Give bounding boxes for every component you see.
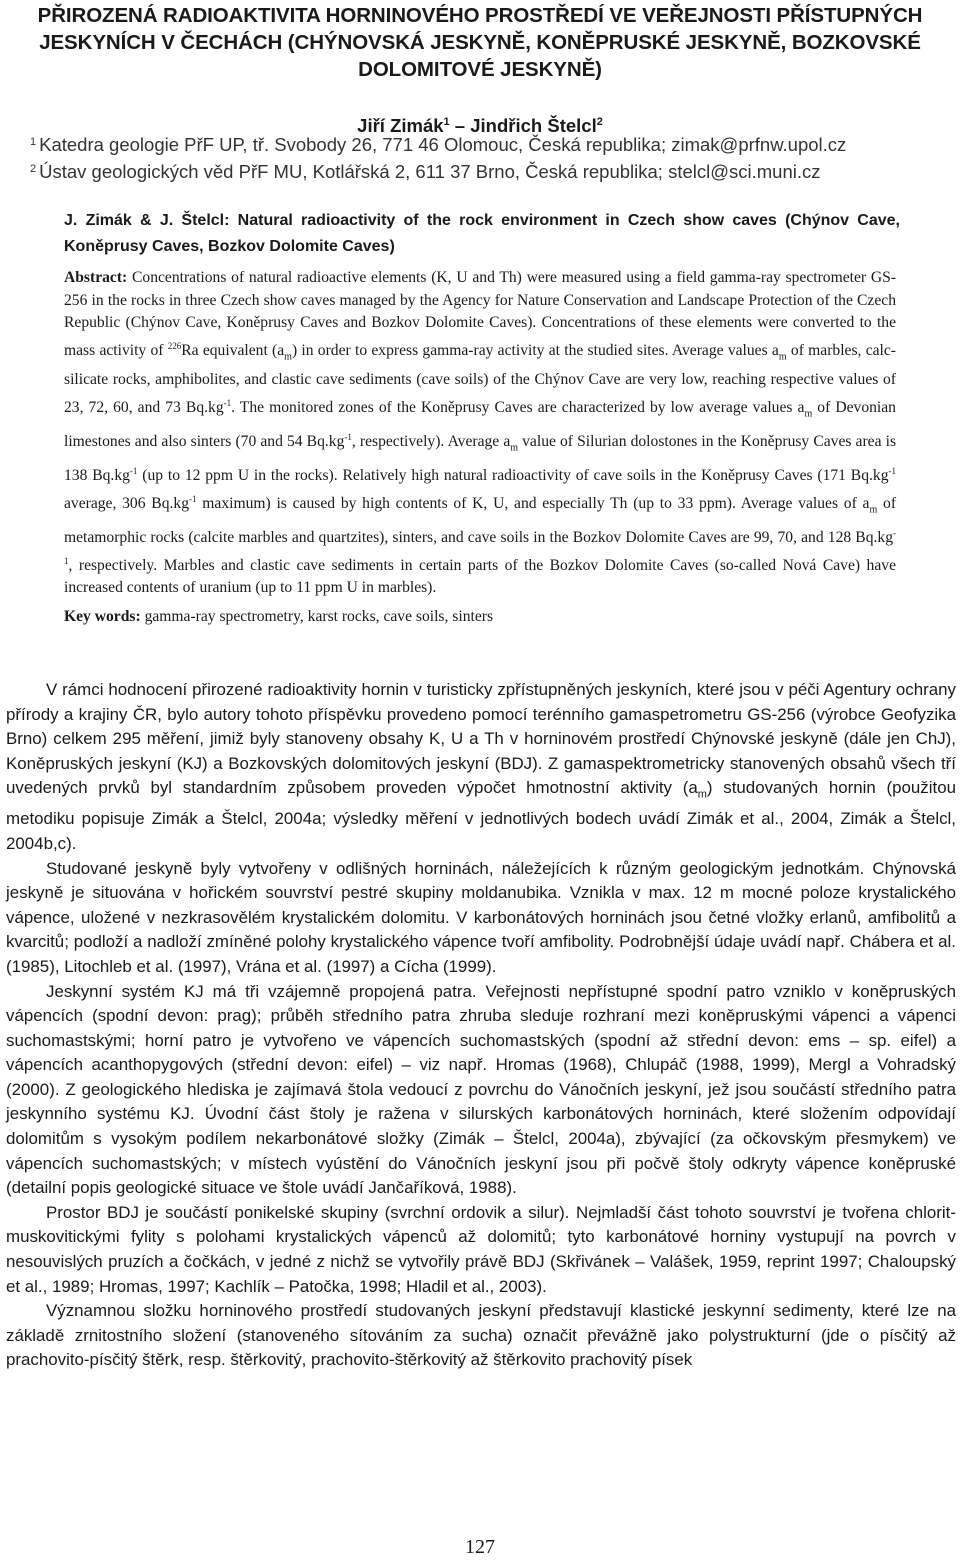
affiliation-text: Katedra geologie PřF UP, tř. Svobody 26, 771 46 Olomouc, Česká republika; zimak@prfnw.upol.cz <box>39 134 847 155</box>
superscript: -1 <box>223 397 232 408</box>
author-superscript: 1 <box>443 116 450 128</box>
affiliation-number: 2 <box>30 163 37 175</box>
keywords-label: Key words: <box>64 608 141 625</box>
author-separator: – <box>449 115 471 137</box>
abstract-text: ) in order to express gamma-ray activity at the studied sites. Average values a <box>291 342 779 360</box>
abstract-text: , respectively. Marbles and clastic cave sediments in certain parts of the Bozkov Dolomite Caves (so-called Nová Cave) have increased contents of uranium (up to 11 ppm U in marbles). <box>64 556 896 597</box>
abstract-text: maximum) is caused by high contents of K, U, and especially Th (up to 33 ppm). Average values of a <box>196 494 870 512</box>
english-title: J. Zimák & J. Štelcl: Natural radioactivity of the rock environment in Czech show caves (Chýnov Cave, Koněprusy Caves, Bozkov Dolomite Caves) <box>64 212 900 255</box>
page-title: PŘIROZENÁ RADIOAKTIVITA HORNINOVÉHO PROSTŘEDÍ VE VEŘEJNOSTI PŘÍSTUPNÝCH JESKYNÍCH V ČECHÁCH (CHÝNOVSKÁ JESKYNĚ, KONĚPRUSKÉ JESKYNĚ, BOZKOVSKÉ DOLOMITOVÉ JESKYNĚ) <box>37 4 923 81</box>
paragraph-text: ) studovaných hornin (použitou metodiku popisuje Zimák a Štelcl, 2004a; výsledky měření v jednotlivých bodech uvádí Zimák et al., 2004, Zimák a Štelcl, 2004b,c). <box>6 778 956 853</box>
subscript: m <box>869 504 878 515</box>
affiliation <box>30 133 942 160</box>
paragraph: Jeskynní systém KJ má tři vzájemně propojená patra. Veřejnosti nepřístupné spodní patro vzniklo v koněpruských vápencích (spodní devon: prag); průběh středního patra zhruba sleduje rozhraní mezi koněpruskými vápenci a vápenci suchomastskými; horní patro je vytvořeno ve vápencích suchomastských (spodní až střední devon: ems – sp. eifel) a vápencích acanthopygových (střední devon: eifel) – viz např. Hromas (1968), Chlupáč (1988, 1999), Mergl a Vohradský (2000). Z geologického hlediska je zajímavá štola vedoucí z povrchu do Vánočních jeskyní, jež jsou součástí středního patra jeskynního systému KJ. Úvodní část štoly je ražena v silurských karbonátových horninách, které složením odpovídají dolomitům s vysokým podílem nekarbonátové složky (Zimák – Štelcl, 2004a), zbývající (za očkovským přesmykem) ve vápencích suchomastských; v místech vyústění do Vánočních jeskyní jsou při počvě štoly odkryty vápence koněpruské (detailní popis geologické situace ve štole uvádí Jančaříková, 1988). <box>6 981 956 1198</box>
abstract-text: average, 306 Bq.kg <box>64 494 189 512</box>
body-text <box>6 678 956 1373</box>
keywords-text: gamma-ray spectrometry, karst rocks, cave soils, sinters <box>140 608 494 625</box>
author-superscript: 2 <box>596 116 603 128</box>
superscript: -1 <box>344 431 352 442</box>
abstract-text: (up to 12 ppm U in the rocks). Relatively high natural radioactivity of cave soils in the Koněprusy Caves (171 Bq.kg <box>137 467 889 484</box>
subscript: m <box>697 788 707 801</box>
paragraph-text: V rámci hodnocení přirozené radioaktivity hornin v turisticky zpřístupněných jeskyních, které jsou v péči Agentury ochrany přírody a krajiny ČR, bylo autory tohoto příspěvku provedeno pomocí terénního gamaspetrometru GS-256 (výrobce Geofyzika Brno) celkem 295 měření, jimiž byly stanoveny obsahy K, U a Th v horninovém prostředí Chýnovské jeskyně (dále jen ChJ), Koněpruských jeskyní (KJ) a Bozkovských dolomitových jeskyní (BDJ). Z gamaspektrometricky stanovených obsahů všech tří uvedených prvků byl standardním způsobem proveden výpočet hmotnostní aktivity (a <box>6 680 956 798</box>
affiliation <box>30 160 942 187</box>
paragraph <box>6 678 956 857</box>
abstract-text: of marbles, calc-silicate rocks, amphibolites, and clastic cave sediments (cave soils) of the Chýnov Cave are very low, reaching respective values of 23, 72, 60, and 73 Bq.kg <box>64 342 896 416</box>
abstract-text: value of Silurian dolostones in the Koněprusy Caves area is 138 Bq.kg <box>64 433 897 484</box>
subscript: m <box>778 351 787 363</box>
abstract <box>64 267 896 600</box>
affiliation-text: Ústav geologických věd PřF MU, Kotlářská 2, 611 37 Brno, Česká republika; stelcl@sci.muni.cz <box>39 161 821 182</box>
superscript: -1 <box>64 527 896 566</box>
subscript: m <box>284 351 292 363</box>
abstract-text: of Devonian limestones and also sinters (70 and 54 Bq.kg <box>64 399 896 450</box>
superscript: 226 <box>167 341 182 352</box>
keywords <box>64 606 896 628</box>
superscript: -1 <box>129 465 138 476</box>
abstract-text: Ra equivalent (a <box>181 342 285 360</box>
subscript: m <box>804 408 813 420</box>
author-name: Jiří Zimák <box>357 115 444 137</box>
abstract-text: Concentrations of natural radioactive elements (K, U and Th) were measured using a field gamma-ray spectrometer GS-256 in the rocks in three Czech show caves managed by the Agency for Nature Conservation and Landscape Protection of the Czech Republic (Chýnov Cave, Koněprusy Caves and Bozkov Dolomite Caves). Concentrations of these elements were converted to the mass activity of <box>64 269 896 360</box>
abstract-text: , respectively). Average a <box>351 433 511 450</box>
abstract-label: Abstract: <box>64 269 128 286</box>
abstract-text: . The monitored zones of the Koněprusy Caves are characterized by low average values a <box>231 399 805 416</box>
subscript: m <box>510 442 519 454</box>
page-number: 127 <box>465 1536 495 1558</box>
superscript: -1 <box>888 465 896 476</box>
author-name: Jindřich Štelcl <box>470 115 597 137</box>
abstract-text: of metamorphic rocks (calcite marbles and quartzites), sinters, and cave soils in the Bozkov Dolomite Caves are 99, 70, and 128 Bq.kg <box>64 494 897 546</box>
paragraph: Významnou složku horninového prostředí studovaných jeskyní představují klastické jeskynní sedimenty, které lze na základě zrnitostního složení (stanoveného sítováním za sucha) označit převážně jako polystrukturní (jde o písčitý až prachovito-písčitý štěrk, resp. štěrkovitý, prachovito-štěrkovitý až štěrkovito prachovitý písek <box>6 1301 956 1370</box>
paragraph: Studované jeskyně byly vytvořeny v odlišných horninách, náležejících k různým geologickým jednotkám. Chýnovská jeskyně je situována v hořickém souvrství pestré skupiny moldanubika. Vznikla v max. 12 m mocné poloze krystalického vápence, uložené v nezkrasovělém krystalickém dolomitu. V karbonátových horninách jsou četné vložky erlanů, amfibolitů a kvarcitů; podloží a nadloží zmíněné polohy krystalického vápence tvoří amfibolity. Podrobnější údaje uvádí např. Chábera et al. (1985), Litochleb et al. (1997), Vrána et al. (1997) a Cícha (1999). <box>6 858 956 976</box>
superscript: -1 <box>189 493 197 504</box>
paragraph: Prostor BDJ je součástí ponikelské skupiny (svrchní ordovik a silur). Nejmladší část tohoto souvrství je tvořena chlorit-muskovitickými fylity s polohami krystalických vápenců až dolomitů; tyto karbonátové horniny vystupují na povrch v nesouvislých pruzích a čočkách, v jedné z nichž se vytvořily právě BDJ (Skřivánek – Valášek, 1959, reprint 1997; Chaloupský et al., 1989; Hromas, 1997; Kachlík – Patočka, 1998; Hladil et al., 2003). <box>6 1202 956 1296</box>
affiliation-number: 1 <box>30 136 37 148</box>
